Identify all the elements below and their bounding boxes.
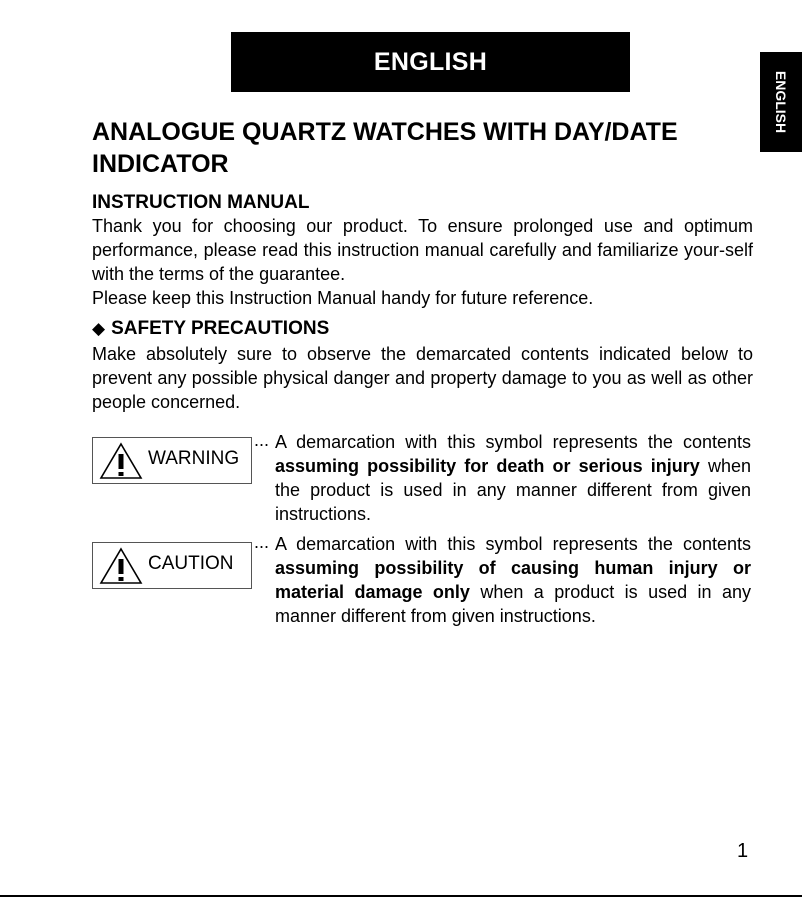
bottom-divider [0, 895, 802, 897]
caution-label: CAUTION [148, 553, 234, 574]
page-title: ANALOGUE QUARTZ WATCHES WITH DAY/DATE INDICATOR [92, 118, 678, 178]
intro-paragraph: Thank you for choosing our product. To ensure prolonged use and optimum performance, please read this instruction manual carefully and familiarize your-self with the terms of the guarantee. [92, 216, 753, 284]
warning-text-bold: assuming possibility for death or serious injury [275, 456, 700, 476]
diamond-bullet-icon: ◆ [92, 319, 106, 338]
warning-label: WARNING [148, 448, 240, 469]
language-banner [231, 32, 630, 92]
caution-leader-dots: ... [254, 532, 270, 552]
safety-precautions-heading [92, 318, 329, 340]
warning-description [275, 430, 751, 526]
safety-intro-paragraph: Make absolutely sure to observe the demarcated contents indicated below to prevent any possible physical danger and property damage to you as well as other people concerned. [92, 344, 753, 412]
warning-leader-dots: ... [254, 430, 270, 450]
language-side-tab-text: ENGLISH [773, 70, 789, 134]
caution-triangle-icon [99, 547, 143, 585]
keep-manual-paragraph: Please keep this Instruction Manual handy for future reference. [92, 288, 594, 308]
warning-sign [92, 437, 252, 484]
caution-text-post: when a product is used in any manner different from given instructions. [275, 582, 751, 626]
language-banner-text: ENGLISH [373, 47, 488, 76]
warning-text-post: when the product is used in any manner different from given instructions. [275, 456, 751, 524]
caution-text-pre: A demarcation with this symbol represents the contents [275, 534, 751, 554]
safety-precautions-heading-text: SAFETY PRECAUTIONS [111, 318, 330, 339]
caution-text-bold: assuming possibility of causing human injury or material damage only [275, 558, 751, 602]
warning-triangle-icon [99, 442, 143, 480]
warning-text-pre: A demarcation with this symbol represents the contents [275, 432, 751, 452]
language-side-tab [760, 52, 802, 152]
caution-description [275, 532, 751, 628]
page-number: 1 [737, 840, 749, 862]
instruction-manual-heading: INSTRUCTION MANUAL [92, 192, 310, 213]
caution-sign [92, 542, 252, 589]
